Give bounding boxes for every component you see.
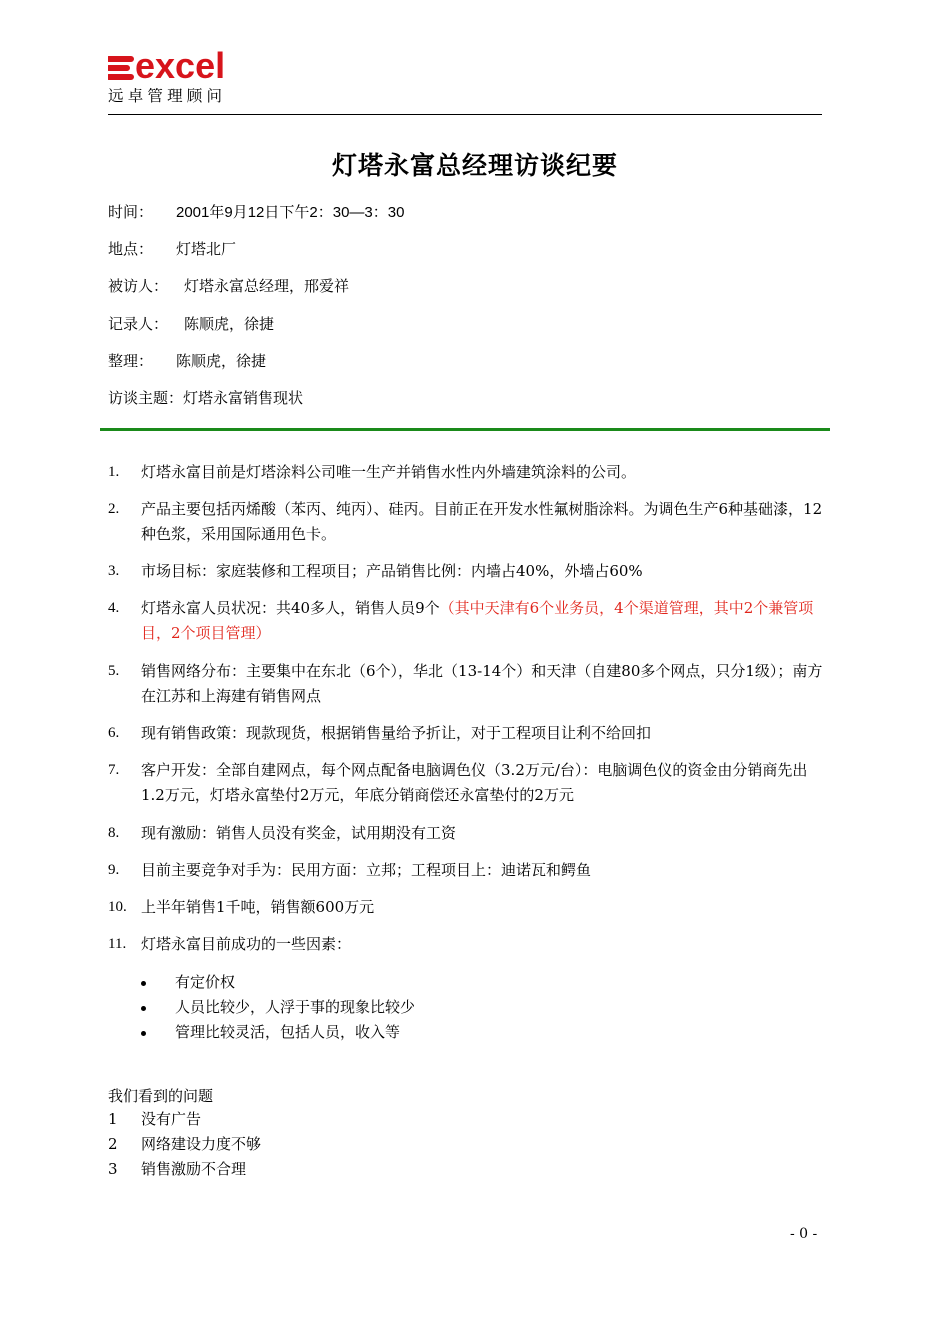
meta-time-label: 时间： [108,203,154,221]
list-item-text: 产品主要包括丙烯酸（苯丙、纯丙）、硅丙。目前正在开发水性氟树脂涂料。为调色生产6种基础漆，12种色浆，采用国际通用色卡。 [141,500,823,543]
problem-number: 1 [108,1110,118,1128]
list-item-text: 灯塔永富目前是灯塔涂料公司唯一生产并销售水性内外墙建筑涂料的公司。 [141,463,637,481]
list-item-number: 5. [108,663,120,679]
list-item-text [141,596,831,646]
header-rule [108,114,822,115]
list-item-text: 现有销售政策：现款现货，根据销售量给予折让，对于工程项目让利不给回扣 [141,724,652,742]
meta-interviewee [108,276,349,296]
bullet-dot-icon [141,981,146,986]
section-divider [100,428,830,431]
company-logo [108,45,258,105]
list-item-text: 市场目标：家庭装修和工程项目；产品销售比例：内墙占40%，外墙占60% [141,562,643,580]
list-item-text: 灯塔永富目前成功的一些因素： [141,935,352,953]
meta-place [108,239,236,259]
bullet-dot-icon [141,1031,146,1036]
problems-heading: 我们看到的问题 [108,1087,214,1105]
meta-time-value: 2001年9月12日下午2：30—3：30 [176,204,405,221]
meta-interviewee-value: 灯塔永富总经理，邢爱祥 [184,277,350,295]
list-item-number: 7. [108,762,120,778]
logo-subtitle: 远卓管理顾问 [108,87,227,105]
meta-topic [108,388,303,408]
bullet-text: 人员比较少，人浮于事的现象比较少 [175,998,416,1016]
problem-number: 2 [108,1135,118,1153]
list-item-text: 现有激励：销售人员没有奖金，试用期没有工资 [141,824,457,842]
meta-editor [108,351,266,371]
logo-wordmark: excel [135,45,226,86]
problem-text: 没有广告 [141,1110,202,1128]
bullet-dot-icon [141,1006,146,1011]
problem-number: 3 [108,1160,118,1178]
list-item-number: 10. [108,899,127,915]
problem-text: 网络建设力度不够 [141,1135,262,1153]
list-item-text: 客户开发：全部自建网点，每个网点配备电脑调色仪（3.2万元/台）：电脑调色仪的资金由分销商先出1.2万元，灯塔永富垫付2万元，年底分销商偿还永富垫付的2万元 [141,761,808,804]
list-item-text: 上半年销售1千吨，销售额600万元 [141,898,375,916]
meta-editor-label: 整理： [108,352,154,370]
meta-recorder-label: 记录人： [108,315,169,333]
meta-place-value: 灯塔北厂 [176,240,237,258]
meta-editor-value: 陈顺虎，徐捷 [176,352,267,370]
list-item-number: 8. [108,825,120,841]
list-item-number: 6. [108,725,120,741]
meta-recorder [108,314,274,334]
meta-interviewee-label: 被访人： [108,277,169,295]
bullet-text: 管理比较灵活，包括人员，收入等 [175,1023,401,1041]
meta-topic-label: 访谈主题： [108,389,184,407]
staff-detail-highlight: （其中天津有6个业务员，4个渠道管理，其中2个兼管项目，2个项目管理） [141,599,814,642]
list-item-number: 2. [108,501,120,517]
problem-text: 销售激励不合理 [141,1160,247,1178]
meta-time [108,202,404,223]
meta-topic-value: 灯塔永富销售现状 [183,389,304,407]
meta-place-label: 地点： [108,240,154,258]
list-item-number: 11. [108,936,127,952]
staff-status-text: 灯塔永富人员状况：共40多人，销售人员9个 [141,599,440,617]
list-item-text: 销售网络分布：主要集中在东北（6个），华北（13-14个）和天津（自建80多个网点，只分1级）；南方在江苏和上海建有销售网点 [141,662,823,705]
list-item-number: 1. [108,464,120,480]
meta-recorder-value: 陈顺虎，徐捷 [184,315,275,333]
list-item-text: 目前主要竞争对手为：民用方面：立邦；工程项目上：迪诺瓦和鳄鱼 [141,861,592,879]
list-item-number: 3. [108,563,120,579]
bullet-text: 有定价权 [175,973,236,991]
list-item-number: 9. [108,862,120,878]
document-title: 灯塔永富总经理访谈纪要 [331,151,618,180]
logo-b-mark-icon [108,54,138,82]
list-item-number: 4. [108,600,120,616]
page-number: - 0 - [790,1226,818,1242]
